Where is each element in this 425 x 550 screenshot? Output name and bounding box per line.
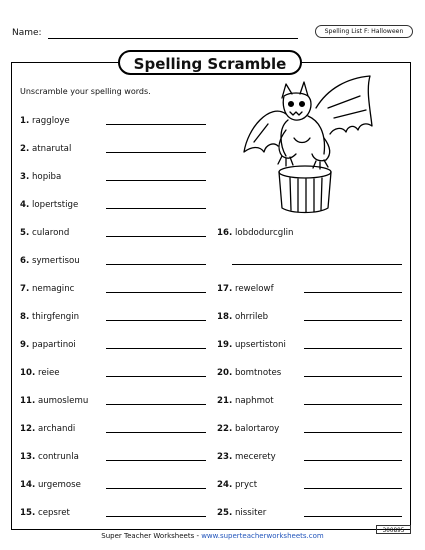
list-item: 14. urgemose xyxy=(20,480,81,490)
list-item: 10. reiee xyxy=(20,368,60,378)
answer-line[interactable] xyxy=(106,320,206,321)
answer-line[interactable] xyxy=(304,348,402,349)
list-item: 17. rewelowf xyxy=(217,284,274,294)
answer-line[interactable] xyxy=(106,292,206,293)
answer-line[interactable] xyxy=(106,152,206,153)
list-item: 15. cepsret xyxy=(20,508,70,518)
list-item: 1. raggloye xyxy=(20,116,70,126)
answer-line[interactable] xyxy=(304,432,402,433)
name-label: Name: xyxy=(12,28,42,38)
list-item: 3. hopiba xyxy=(20,172,62,182)
list-item: 8. thirgfengin xyxy=(20,312,80,322)
answer-line[interactable] xyxy=(106,236,206,237)
instructions: Unscramble your spelling words. xyxy=(20,87,151,96)
answer-line[interactable] xyxy=(106,124,206,125)
list-item: 25. nissiter xyxy=(217,508,267,518)
answer-line[interactable] xyxy=(304,488,402,489)
list-item: 13. contrunla xyxy=(20,452,79,462)
list-item: 23. mecerety xyxy=(217,452,276,462)
list-item: 5. cularond xyxy=(20,228,70,238)
answer-line[interactable] xyxy=(232,264,402,265)
list-item: 21. naphmot xyxy=(217,396,274,406)
answer-line[interactable] xyxy=(106,180,206,181)
answer-line[interactable] xyxy=(304,320,402,321)
answer-line[interactable] xyxy=(106,460,206,461)
list-item: 24. pryct xyxy=(217,480,258,490)
footer-brand: Super Teacher Worksheets - xyxy=(101,532,202,540)
answer-line[interactable] xyxy=(304,376,402,377)
list-item: 9. papartinoi xyxy=(20,340,76,350)
answer-line[interactable] xyxy=(106,376,206,377)
list-item: 7. nemaginc xyxy=(20,284,75,294)
list-item: 4. lopertstige xyxy=(20,200,79,210)
answer-line[interactable] xyxy=(304,404,402,405)
name-line xyxy=(48,38,298,39)
answer-line[interactable] xyxy=(106,488,206,489)
list-item: 16. lobdodurcglin xyxy=(217,228,294,238)
list-item: 6. symertisou xyxy=(20,256,80,266)
answer-line[interactable] xyxy=(106,348,206,349)
answer-line[interactable] xyxy=(106,264,206,265)
answer-line[interactable] xyxy=(304,292,402,293)
answer-line[interactable] xyxy=(106,432,206,433)
answer-line[interactable] xyxy=(304,516,402,517)
answer-line[interactable] xyxy=(106,404,206,405)
worksheet-code: 300895 xyxy=(376,525,411,534)
answer-line[interactable] xyxy=(304,460,402,461)
list-item: 19. upsertistoni xyxy=(217,340,286,350)
footer xyxy=(0,532,425,540)
list-item: 2. atnarutal xyxy=(20,144,72,154)
answer-line[interactable] xyxy=(106,516,206,517)
list-item: 12. archandi xyxy=(20,424,76,434)
list-item: 22. balortaroy xyxy=(217,424,280,434)
list-item: 20. bomtnotes xyxy=(217,368,282,378)
spelling-list-badge: Spelling List F: Halloween xyxy=(315,25,413,38)
worksheet-title: Spelling Scramble xyxy=(118,50,302,75)
list-item: 11. aumoslemu xyxy=(20,396,89,406)
answer-line[interactable] xyxy=(106,208,206,209)
list-item: 18. ohrrileb xyxy=(217,312,269,322)
footer-url-link[interactable]: www.superteacherworksheets.com xyxy=(201,532,324,540)
gargoyle-illustration xyxy=(238,68,378,218)
